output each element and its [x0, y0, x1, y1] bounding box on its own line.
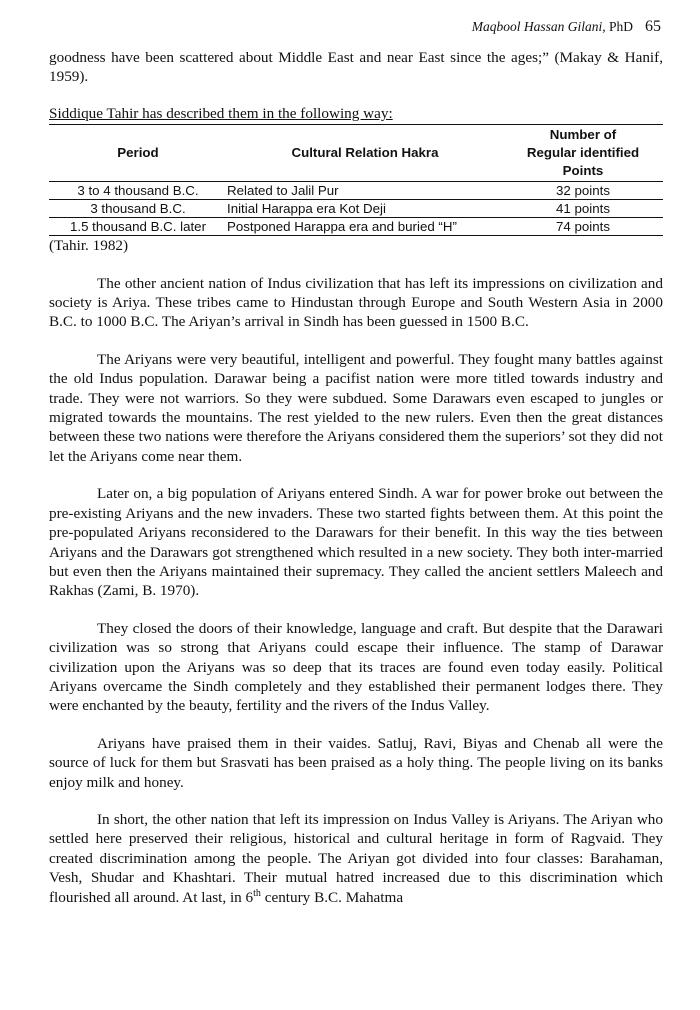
author-degree: , PhD	[602, 19, 633, 34]
summary-text-start: In short, the other nation that left its impression on Indus Valley is Ariyans. The Ariyan who settled here preserved their religious, historical and cultural heritage in form of Ragvaid. They created discrimination among the people. The Ariyan got divided into four classes: Barahaman, Vesh, Shudar and Khashtari. Their mutual hatred increased due to this discrimination which flourished all around. At last, in 6	[49, 810, 663, 906]
header-points-line3: Points	[562, 163, 604, 179]
points-cell: 41 points	[556, 201, 610, 217]
paragraph-ariya-intro: The other ancient nation of Indus civilization that has left its impressions on civilization and society is Ariya. These tribes came to Hindustan through Europe and South Western Asia in 2000 B.C. to 1000 B.C. The Ariyan’s arrival in Sindh has been guessed in 1500 B.C.	[49, 274, 663, 331]
paragraph-vaides: Ariyans have praised them in their vaides. Satluj, Ravi, Biyas and Chenab all were the source of luck for them but Srasvati has been praised as a holy thing. The people living on its banks enjoy milk and honey.	[49, 734, 663, 791]
relation-cell: Related to Jalil Pur	[227, 183, 339, 199]
header-period: Period	[117, 145, 159, 161]
points-cell: 32 points	[556, 183, 610, 199]
table-header-row	[49, 125, 663, 182]
periods-table	[49, 124, 663, 236]
paragraph-summary	[49, 810, 663, 907]
header-points	[503, 125, 663, 182]
ordinal-suffix: th	[253, 887, 261, 899]
intro-quote: goodness have been scattered about Middle East and near East since the ages;” (Makay & Hanif, 1959).	[49, 49, 663, 86]
paragraph-power-war: Later on, a big population of Ariyans entered Sindh. A war for power broke out between the pre-existing Ariyans and the new invaders. These two started fights between them. At this point the pre-populated Ariyans reconsidered to the Darawars for their benefit. In this way the ties between Ariyans and the Darawars got strengthened which resulted in a new society. They both inter-married but even then the Ariyans maintained their supremacy. They called the ancient settlers Maleech and Rakhas (Zami, B. 1970).	[49, 485, 663, 600]
header-points-line1: Number of	[549, 127, 617, 143]
paragraph-darawari-influence: They closed the doors of their knowledge, language and craft. But despite that the Darawari civilization was so strong that Ariyans could escape their influence. The stamp of Darawar civilization upon the Ariyans was so deep that its traces are found even today easily. Political Ariyans overcame the Sindh completely and they established their permanent lodges there. They were enchanted by the beauty, fertility and the rivers of the Indus Valley.	[49, 619, 663, 715]
table-row	[49, 200, 663, 218]
points-cell: 74 points	[556, 219, 610, 235]
table-caption: Siddique Tahir has described them in the following way:	[49, 104, 393, 122]
running-header	[472, 18, 661, 36]
period-cell: 1.5 thousand B.C. later	[69, 219, 206, 235]
period-cell: 3 to 4 thousand B.C.	[77, 183, 199, 199]
relation-cell: Initial Harappa era Kot Deji	[227, 201, 386, 217]
header-points-line2: Regular identified	[526, 145, 640, 161]
table-row	[49, 182, 663, 200]
page-number: 65	[645, 18, 661, 35]
author-name: Maqbool Hassan Gilani	[471, 19, 603, 34]
table-source: (Tahir. 1982)	[49, 237, 129, 255]
summary-text-end: century B.C. Mahatma	[260, 888, 404, 906]
period-cell: 3 thousand B.C.	[90, 201, 186, 217]
paragraph-ariyans-battles: The Ariyans were very beautiful, intelligent and powerful. They fought many battles against the old Indus population. Darawar being a pacifist nation were more titled towards industry and trade. They were not warriors. So they were subdued. Some Darawars even escaped to jungles or migrated towards the mountains. The rest yielded to the new rulers. Even then the great distances between these two nations were therefore the Ariyans considered them the superiors’ sot they did not let the Ariyans come near them.	[49, 350, 663, 465]
relation-cell: Postponed Harappa era and buried “H”	[227, 219, 457, 235]
page-content	[49, 48, 663, 907]
header-relation: Cultural Relation Hakra	[291, 145, 439, 161]
table-row	[49, 218, 663, 236]
